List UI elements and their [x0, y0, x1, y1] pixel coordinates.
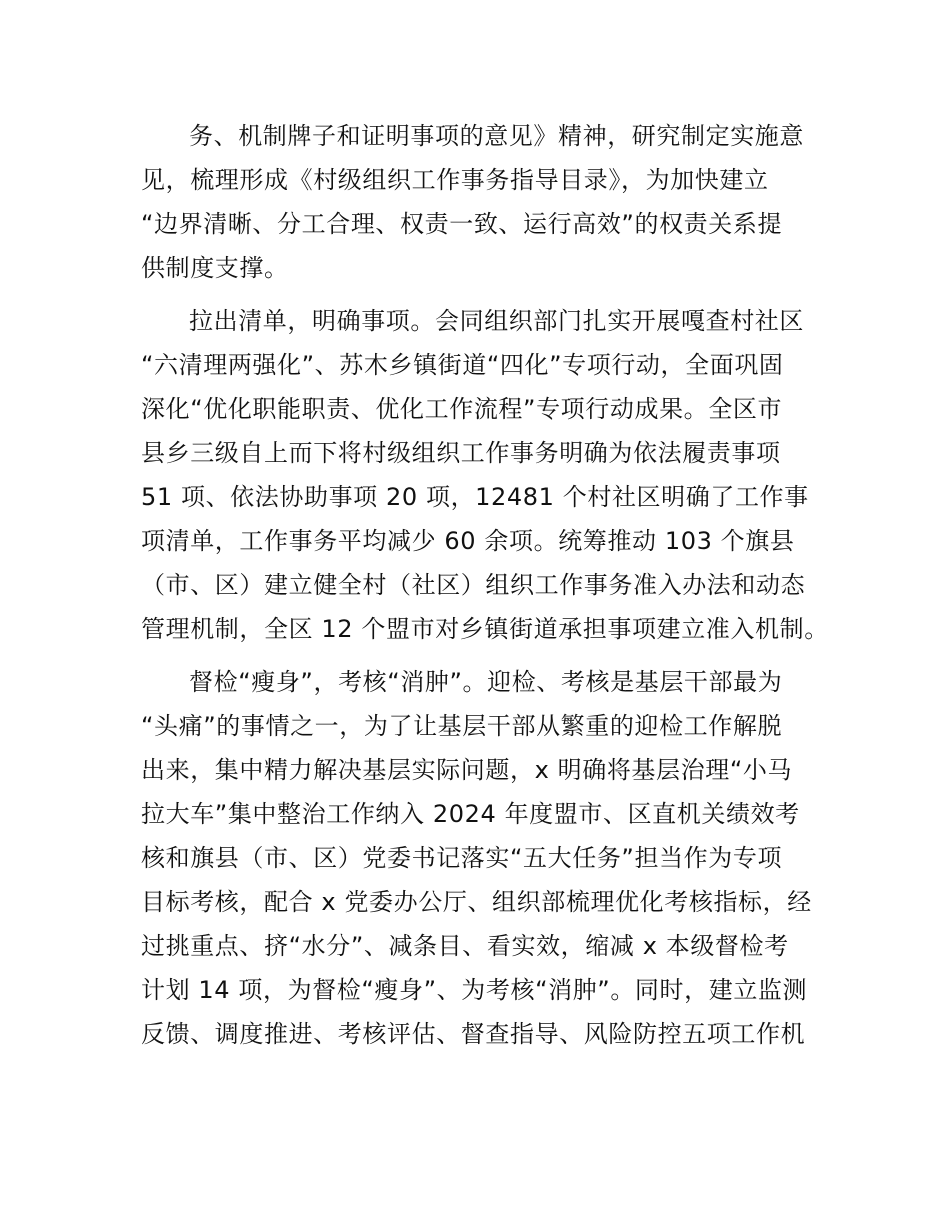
- paragraph-3-line-4: 拉大车”集中整治工作纳入 2024 年度盟市、区直机关绩效考: [141, 800, 800, 828]
- paragraph-3-line-6: 目标考核，配合 x 党委办公厅、组织部梳理优化考核指标，经: [141, 888, 812, 916]
- paragraph-2-line-3: 深化“优化职能职责、优化工作流程”专项行动成果。全区市: [141, 395, 783, 423]
- paragraph-1-line-1: 务、机制牌子和证明事项的意见》精神，研究制定实施意: [189, 122, 804, 150]
- paragraph-3-line-1: 督检“瘦身”，考核“消肿”。迎检、考核是基层干部最为: [189, 668, 783, 696]
- paragraph-2-line-8: 管理机制，全区 12 个盟市对乡镇街道承担事项建立准入机制。: [141, 615, 829, 643]
- paragraph-3-line-7: 过挑重点、挤“水分”、减条目、看实效，缩减 x 本级督检考: [141, 932, 789, 960]
- paragraph-3-line-2: “头痛”的事情之一，为了让基层干部从繁重的迎检工作解脱: [141, 712, 783, 740]
- paragraph-3-line-3: 出来，集中精力解决基层实际问题，x 明确将基层治理“小马: [141, 756, 793, 784]
- paragraph-2-line-4: 县乡三级自上而下将村级组织工作事务明确为依法履责事项: [141, 439, 781, 467]
- paragraph-3-line-9: 反馈、调度推进、考核评估、督查指导、风险防控五项工作机: [141, 1020, 806, 1048]
- paragraph-1-line-3: “边界清晰、分工合理、权责一致、运行高效”的权责关系提: [141, 210, 783, 238]
- paragraph-2-line-6: 项清单，工作事务平均减少 60 余项。统筹推动 103 个旗县: [141, 527, 795, 555]
- paragraph-2-line-2: “六清理两强化”、苏木乡镇街道“四化”专项行动，全面巩固: [141, 351, 784, 379]
- paragraph-2-line-1: 拉出清单，明确事项。会同组织部门扎实开展嘎查村社区: [189, 307, 804, 335]
- paragraph-1-line-2: 见，梳理形成《村级组织工作事务指导目录》，为加快建立: [141, 166, 769, 194]
- paragraph-1-line-4: 供制度支撑。: [141, 254, 289, 282]
- paragraph-3-line-5: 核和旗县（市、区）党委书记落实“五大任务”担当作为专项: [141, 844, 783, 872]
- paragraph-3-line-8: 计划 14 项，为督检“瘦身”、为考核“消肿”。同时，建立监测: [141, 976, 808, 1004]
- paragraph-2-line-7: （市、区）建立健全村（社区）组织工作事务准入办法和动态: [141, 571, 806, 599]
- paragraph-2-line-5: 51 项、依法协助事项 20 项，12481 个村社区明确了工作事: [141, 483, 809, 511]
